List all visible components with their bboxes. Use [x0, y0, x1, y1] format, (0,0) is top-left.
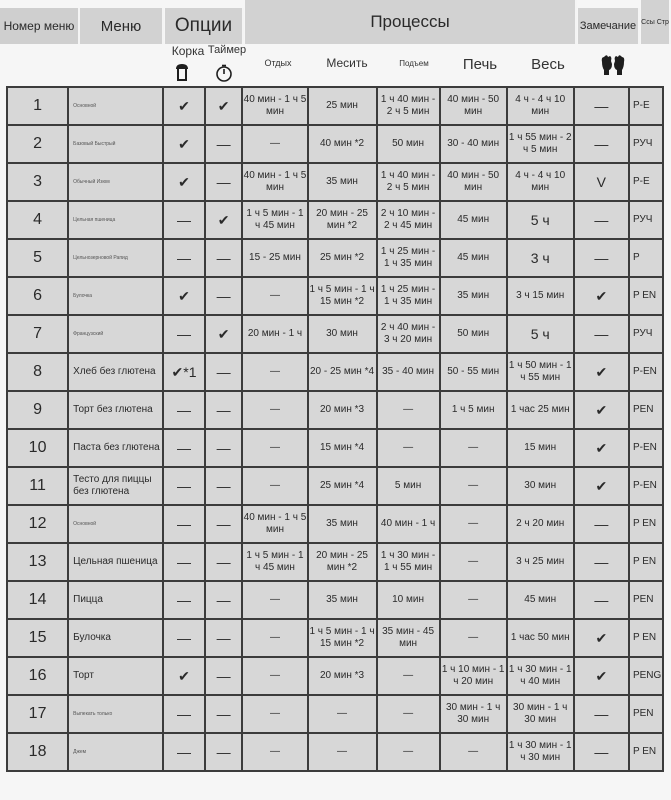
menu-name: Французский [68, 315, 163, 353]
knead-time: 35 мин [308, 163, 377, 201]
row-number: 13 [7, 543, 68, 581]
remark-cell: — [574, 543, 629, 581]
remark-cell: ✔ [574, 429, 629, 467]
crust-cell: — [163, 467, 205, 505]
total-time: 3 ч 15 мин [507, 277, 574, 315]
table-row [7, 733, 663, 771]
row-number: 18 [7, 733, 68, 771]
rise-time: — [377, 695, 440, 733]
subheader-rise: Подъем [399, 59, 429, 68]
menu-name: Булочка [68, 619, 163, 657]
bake-time: 50 - 55 мин [440, 353, 507, 391]
subheader-knead: Месить [326, 56, 368, 70]
timer-cell: — [205, 695, 243, 733]
timer-icon [215, 64, 233, 82]
rest-time: — [242, 467, 307, 505]
timer-cell: — [205, 353, 243, 391]
reference-cell: P EN [629, 277, 663, 315]
reference-cell: P [629, 239, 663, 277]
reference-cell: P EN [629, 619, 663, 657]
remark-cell: V [574, 163, 629, 201]
knead-time: 15 мин *4 [308, 429, 377, 467]
menu-name: Пицца [68, 581, 163, 619]
total-time: 3 ч 25 мин [507, 543, 574, 581]
crust-cell: ✔ [163, 277, 205, 315]
header-remark: Замечание [578, 8, 640, 44]
bake-time: — [440, 619, 507, 657]
remark-cell: — [574, 505, 629, 543]
knead-time: 20 мин *3 [308, 657, 377, 695]
timer-cell: — [205, 467, 243, 505]
subheader-rest: Отдых [264, 58, 292, 68]
table-row [7, 315, 663, 353]
menu-name: Хлеб без глютена [68, 353, 163, 391]
bake-time: — [440, 429, 507, 467]
knead-time: 25 мин *2 [308, 239, 377, 277]
bake-time: — [440, 543, 507, 581]
rise-time: 5 мин [377, 467, 440, 505]
rise-time: 1 ч 25 мин - 1 ч 35 мин [377, 277, 440, 315]
table-row [7, 695, 663, 733]
menu-name: Цельная пшеница [68, 543, 163, 581]
timer-cell: — [205, 619, 243, 657]
reference-cell: P EN [629, 505, 663, 543]
crust-cell: ✔ [163, 125, 205, 163]
crust-cell: — [163, 391, 205, 429]
rise-time: 35 мин - 45 мин [377, 619, 440, 657]
menu-name: Базовый Быстрый [68, 125, 163, 163]
remark-cell: ✔ [574, 619, 629, 657]
crust-cell: — [163, 239, 205, 277]
table-row [7, 657, 663, 695]
table-row [7, 163, 663, 201]
table-row [7, 239, 663, 277]
crust-cell: ✔*1 [163, 353, 205, 391]
bake-time: 45 мин [440, 201, 507, 239]
total-time: 4 ч - 4 ч 10 мин [507, 87, 574, 125]
reference-cell: PEN [629, 391, 663, 429]
rise-time: — [377, 429, 440, 467]
subheader-bake: Печь [462, 56, 498, 73]
total-time: 45 мин [507, 581, 574, 619]
programs-table [6, 86, 664, 772]
menu-name: Цельная пшеница [68, 201, 163, 239]
rise-time: 2 ч 40 мин - 3 ч 20 мин [377, 315, 440, 353]
bake-time: 30 мин - 1 ч 30 мин [440, 695, 507, 733]
reference-cell: P-EN [629, 353, 663, 391]
bake-time: — [440, 505, 507, 543]
rise-time: — [377, 733, 440, 771]
menu-name: Выпекать только [68, 695, 163, 733]
rise-time: 1 ч 40 мин - 2 ч 5 мин [377, 87, 440, 125]
bake-time: — [440, 581, 507, 619]
rest-time: 40 мин - 1 ч 5 мин [242, 163, 307, 201]
knead-time: 1 ч 5 мин - 1 ч 15 мин *2 [308, 277, 377, 315]
row-number: 11 [7, 467, 68, 505]
header-processes: Процессы [245, 0, 577, 44]
row-number: 17 [7, 695, 68, 733]
crust-cell: — [163, 733, 205, 771]
menu-name: Тесто для пиццы без глютена [68, 467, 163, 505]
timer-cell: — [205, 239, 243, 277]
knead-time: 20 мин - 25 мин *2 [308, 543, 377, 581]
rise-time: 1 ч 30 мин - 1 ч 55 мин [377, 543, 440, 581]
menu-name: Основной [68, 87, 163, 125]
menu-name: Обычный Изюм [68, 163, 163, 201]
rest-time: — [242, 125, 307, 163]
rise-time: 40 мин - 1 ч [377, 505, 440, 543]
rest-time: — [242, 391, 307, 429]
gloves-icon [600, 54, 626, 76]
timer-cell: ✔ [205, 315, 243, 353]
crust-cell: ✔ [163, 163, 205, 201]
crust-cell: — [163, 201, 205, 239]
crust-cell: ✔ [163, 657, 205, 695]
reference-cell: P-E [629, 163, 663, 201]
bake-time: 1 ч 10 мин - 1 ч 20 мин [440, 657, 507, 695]
reference-cell: PEN [629, 695, 663, 733]
row-number: 2 [7, 125, 68, 163]
table-row [7, 505, 663, 543]
rise-time: — [377, 657, 440, 695]
row-number: 1 [7, 87, 68, 125]
timer-cell: — [205, 581, 243, 619]
reference-cell: P-EN [629, 429, 663, 467]
menu-name: Основной [68, 505, 163, 543]
rest-time: — [242, 695, 307, 733]
total-time: 1 час 50 мин [507, 619, 574, 657]
header-number-menu: Номер меню [0, 8, 80, 44]
menu-name: Торт без глютена [68, 391, 163, 429]
knead-time: 35 мин [308, 505, 377, 543]
remark-cell: — [574, 733, 629, 771]
row-number: 10 [7, 429, 68, 467]
table-row [7, 201, 663, 239]
timer-cell: — [205, 733, 243, 771]
total-time: 3 ч [507, 239, 574, 277]
table-row [7, 619, 663, 657]
rest-time: 1 ч 5 мин - 1 ч 45 мин [242, 543, 307, 581]
rest-time: — [242, 657, 307, 695]
row-number: 3 [7, 163, 68, 201]
timer-cell: — [205, 543, 243, 581]
crust-cell: — [163, 619, 205, 657]
reference-cell: РУЧ [629, 315, 663, 353]
reference-cell: P-E [629, 87, 663, 125]
remark-cell: — [574, 239, 629, 277]
rest-time: 40 мин - 1 ч 5 мин [242, 87, 307, 125]
rise-time: 1 ч 25 мин - 1 ч 35 мин [377, 239, 440, 277]
knead-time: 35 мин [308, 581, 377, 619]
timer-cell: — [205, 505, 243, 543]
table-row [7, 87, 663, 125]
total-time: 30 мин [507, 467, 574, 505]
rest-time: — [242, 277, 307, 315]
timer-cell: — [205, 125, 243, 163]
knead-time: 20 мин *3 [308, 391, 377, 429]
rest-time: — [242, 353, 307, 391]
knead-time: — [308, 695, 377, 733]
total-time: 1 ч 50 мин - 1 ч 55 мин [507, 353, 574, 391]
row-number: 9 [7, 391, 68, 429]
table-row [7, 581, 663, 619]
bake-time: 35 мин [440, 277, 507, 315]
row-number: 8 [7, 353, 68, 391]
rise-time: 35 - 40 мин [377, 353, 440, 391]
total-time: 30 мин - 1 ч 30 мин [507, 695, 574, 733]
table-row [7, 543, 663, 581]
row-number: 12 [7, 505, 68, 543]
remark-cell: ✔ [574, 467, 629, 505]
total-time: 1 ч 30 мин - 1 ч 40 мин [507, 657, 574, 695]
bake-time: 45 мин [440, 239, 507, 277]
total-time: 5 ч [507, 201, 574, 239]
row-number: 7 [7, 315, 68, 353]
rest-time: 1 ч 5 мин - 1 ч 45 мин [242, 201, 307, 239]
menu-name: Цельнозерновой Рапид [68, 239, 163, 277]
crust-cell: — [163, 543, 205, 581]
knead-time: 20 - 25 мин *4 [308, 353, 377, 391]
reference-cell: PENG [629, 657, 663, 695]
total-time: 1 час 25 мин [507, 391, 574, 429]
rest-time: — [242, 429, 307, 467]
crust-cell: ✔ [163, 87, 205, 125]
crust-cell: — [163, 429, 205, 467]
bake-time: 50 мин [440, 315, 507, 353]
knead-time: 25 мин [308, 87, 377, 125]
row-number: 15 [7, 619, 68, 657]
remark-cell: — [574, 315, 629, 353]
reference-cell: P-EN [629, 467, 663, 505]
remark-cell: — [574, 87, 629, 125]
bake-time: 1 ч 5 мин [440, 391, 507, 429]
knead-time: 20 мин - 25 мин *2 [308, 201, 377, 239]
header-menu: Меню [80, 8, 164, 44]
row-number: 6 [7, 277, 68, 315]
total-time: 1 ч 55 мин - 2 ч 5 мин [507, 125, 574, 163]
rest-time: 40 мин - 1 ч 5 мин [242, 505, 307, 543]
bake-time: — [440, 733, 507, 771]
rest-time: — [242, 619, 307, 657]
table-row [7, 353, 663, 391]
knead-time: 40 мин *2 [308, 125, 377, 163]
header-options: Опции [165, 8, 244, 44]
crust-cell: — [163, 315, 205, 353]
knead-time: 25 мин *4 [308, 467, 377, 505]
subheader-crust: Корка [171, 44, 205, 58]
row-number: 16 [7, 657, 68, 695]
timer-cell: — [205, 429, 243, 467]
bake-time: 30 - 40 мин [440, 125, 507, 163]
reference-cell: P EN [629, 543, 663, 581]
total-time: 2 ч 20 мин [507, 505, 574, 543]
timer-cell: — [205, 277, 243, 315]
menu-name: Булочка [68, 277, 163, 315]
crust-cell: — [163, 581, 205, 619]
crust-cell: — [163, 505, 205, 543]
row-number: 5 [7, 239, 68, 277]
total-time: 15 мин [507, 429, 574, 467]
subheader-total: Весь [531, 56, 565, 73]
reference-cell: PEN [629, 581, 663, 619]
header-last-column: Ссы Стр [641, 0, 671, 44]
rise-time: 1 ч 40 мин - 2 ч 5 мин [377, 163, 440, 201]
remark-cell: — [574, 125, 629, 163]
remark-cell: — [574, 695, 629, 733]
timer-cell: ✔ [205, 201, 243, 239]
rise-time: — [377, 391, 440, 429]
menu-name: Паста без глютена [68, 429, 163, 467]
reference-cell: РУЧ [629, 125, 663, 163]
rise-time: 10 мин [377, 581, 440, 619]
table-row [7, 125, 663, 163]
row-number: 4 [7, 201, 68, 239]
timer-cell: ✔ [205, 87, 243, 125]
remark-cell: — [574, 201, 629, 239]
total-time: 4 ч - 4 ч 10 мин [507, 163, 574, 201]
table-row [7, 277, 663, 315]
reference-cell: P EN [629, 733, 663, 771]
rise-time: 2 ч 10 мин - 2 ч 45 мин [377, 201, 440, 239]
knead-time: 1 ч 5 мин - 1 ч 15 мин *2 [308, 619, 377, 657]
total-time: 5 ч [507, 315, 574, 353]
bake-time: 40 мин - 50 мин [440, 87, 507, 125]
table-row [7, 391, 663, 429]
timer-cell: — [205, 657, 243, 695]
remark-cell: ✔ [574, 353, 629, 391]
bake-time: 40 мин - 50 мин [440, 163, 507, 201]
menu-name: Джем [68, 733, 163, 771]
timer-cell: — [205, 391, 243, 429]
rest-time: — [242, 581, 307, 619]
rise-time: 50 мин [377, 125, 440, 163]
total-time: 1 ч 30 мин - 1 ч 30 мин [507, 733, 574, 771]
rest-time: 20 мин - 1 ч [242, 315, 307, 353]
remark-cell: ✔ [574, 277, 629, 315]
rest-time: — [242, 733, 307, 771]
table-row [7, 467, 663, 505]
bake-time: — [440, 467, 507, 505]
timer-cell: — [205, 163, 243, 201]
bread-icon [175, 64, 189, 81]
menu-name: Торт [68, 657, 163, 695]
remark-cell: — [574, 581, 629, 619]
crust-cell: — [163, 695, 205, 733]
remark-cell: ✔ [574, 391, 629, 429]
subheader-timer: Таймер [207, 44, 247, 56]
knead-time: 30 мин [308, 315, 377, 353]
remark-cell: ✔ [574, 657, 629, 695]
row-number: 14 [7, 581, 68, 619]
knead-time: — [308, 733, 377, 771]
rest-time: 15 - 25 мин [242, 239, 307, 277]
reference-cell: РУЧ [629, 201, 663, 239]
table-row [7, 429, 663, 467]
